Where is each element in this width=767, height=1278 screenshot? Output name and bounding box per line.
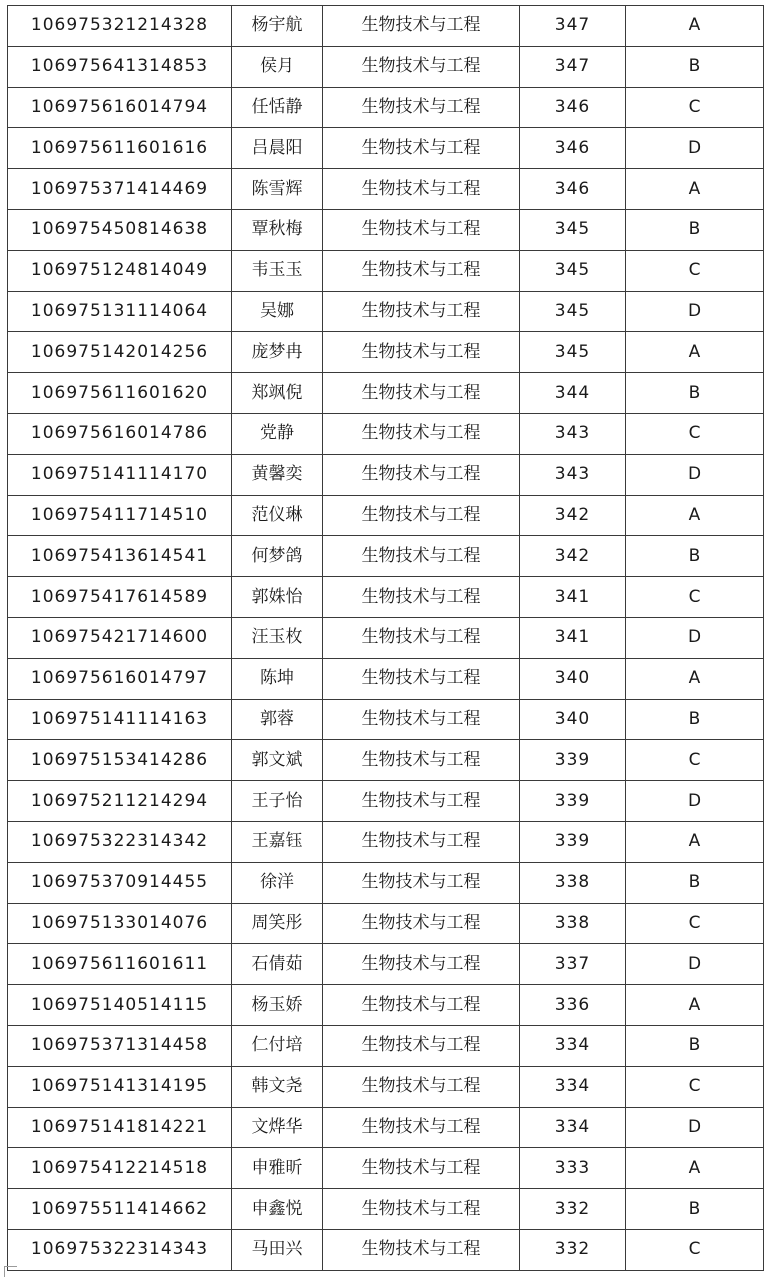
cell-score: 346 [520,128,626,169]
cell-student-name: 郑飒倪 [232,373,323,414]
cell-candidate-id: 106975616014786 [8,413,232,454]
cell-candidate-id: 106975616014794 [8,87,232,128]
cell-student-name: 申雅昕 [232,1148,323,1189]
cell-candidate-id: 106975421714600 [8,617,232,658]
cell-major: 生物技术与工程 [323,1107,520,1148]
cell-group: A [626,495,764,536]
cell-major: 生物技术与工程 [323,821,520,862]
cell-student-name: 文烨华 [232,1107,323,1148]
cell-major: 生物技术与工程 [323,87,520,128]
cell-candidate-id: 106975141314195 [8,1066,232,1107]
table-row [8,1189,764,1230]
cell-candidate-id: 106975211214294 [8,781,232,822]
table-body [8,6,764,1271]
admission-list-table [7,5,764,1271]
cell-student-name: 王子怡 [232,781,323,822]
cell-score: 334 [520,1107,626,1148]
cell-group: B [626,1025,764,1066]
cell-candidate-id: 106975141814221 [8,1107,232,1148]
table-row [8,1025,764,1066]
cell-group: C [626,87,764,128]
cell-student-name: 杨宇航 [232,6,323,47]
cell-major: 生物技术与工程 [323,291,520,332]
cell-student-name: 任恬静 [232,87,323,128]
cell-student-name: 侯月 [232,46,323,87]
cell-group: A [626,985,764,1026]
cell-major: 生物技术与工程 [323,332,520,373]
cell-major: 生物技术与工程 [323,1229,520,1270]
cell-student-name: 陈坤 [232,658,323,699]
cell-group: A [626,658,764,699]
cell-score: 336 [520,985,626,1026]
cell-group: A [626,6,764,47]
table-row [8,536,764,577]
cell-major: 生物技术与工程 [323,209,520,250]
table-row [8,658,764,699]
cell-student-name: 仁付培 [232,1025,323,1066]
table-row [8,128,764,169]
cell-candidate-id: 106975611601611 [8,944,232,985]
cell-group: A [626,821,764,862]
cell-group: C [626,1066,764,1107]
cell-major: 生物技术与工程 [323,577,520,618]
table-row [8,821,764,862]
cell-candidate-id: 106975131114064 [8,291,232,332]
cell-score: 346 [520,87,626,128]
cell-group: A [626,1148,764,1189]
cell-candidate-id: 106975321214328 [8,6,232,47]
cell-score: 344 [520,373,626,414]
cell-candidate-id: 106975611601616 [8,128,232,169]
cell-candidate-id: 106975371314458 [8,1025,232,1066]
cell-student-name: 覃秋梅 [232,209,323,250]
cell-group: B [626,1189,764,1230]
table-row [8,1229,764,1270]
cell-candidate-id: 106975611601620 [8,373,232,414]
cell-major: 生物技术与工程 [323,617,520,658]
cell-student-name: 郭文斌 [232,740,323,781]
cell-major: 生物技术与工程 [323,740,520,781]
table-row [8,985,764,1026]
cell-major: 生物技术与工程 [323,1148,520,1189]
cell-group: D [626,944,764,985]
table-row [8,373,764,414]
cell-score: 334 [520,1025,626,1066]
table-row [8,413,764,454]
cell-score: 345 [520,209,626,250]
cell-score: 347 [520,6,626,47]
cell-score: 339 [520,740,626,781]
cell-candidate-id: 106975411714510 [8,495,232,536]
cell-group: C [626,413,764,454]
cell-score: 341 [520,617,626,658]
cell-candidate-id: 106975413614541 [8,536,232,577]
table-row [8,781,764,822]
cell-candidate-id: 106975511414662 [8,1189,232,1230]
cell-score: 332 [520,1229,626,1270]
cell-major: 生物技术与工程 [323,454,520,495]
cell-group: B [626,209,764,250]
cell-major: 生物技术与工程 [323,1189,520,1230]
cell-candidate-id: 106975153414286 [8,740,232,781]
cell-major: 生物技术与工程 [323,46,520,87]
table-row [8,617,764,658]
cell-major: 生物技术与工程 [323,536,520,577]
cell-score: 345 [520,332,626,373]
table-row [8,903,764,944]
table-row [8,740,764,781]
cell-major: 生物技术与工程 [323,413,520,454]
cell-score: 339 [520,821,626,862]
cell-score: 338 [520,903,626,944]
cell-score: 341 [520,577,626,618]
cell-major: 生物技术与工程 [323,169,520,210]
cell-candidate-id: 106975141114170 [8,454,232,495]
cell-candidate-id: 106975641314853 [8,46,232,87]
cell-candidate-id: 106975322314343 [8,1229,232,1270]
cell-student-name: 石倩茹 [232,944,323,985]
cell-student-name: 陈雪辉 [232,169,323,210]
table-row [8,862,764,903]
cell-student-name: 周笑彤 [232,903,323,944]
cell-major: 生物技术与工程 [323,1066,520,1107]
cell-score: 340 [520,699,626,740]
cell-student-name: 黄馨奕 [232,454,323,495]
cell-score: 337 [520,944,626,985]
cell-score: 345 [520,291,626,332]
cell-major: 生物技术与工程 [323,944,520,985]
cell-candidate-id: 106975133014076 [8,903,232,944]
cell-major: 生物技术与工程 [323,658,520,699]
cell-score: 346 [520,169,626,210]
cell-student-name: 党静 [232,413,323,454]
cell-group: D [626,128,764,169]
cell-group: B [626,536,764,577]
cell-score: 332 [520,1189,626,1230]
cell-student-name: 申鑫悦 [232,1189,323,1230]
cell-candidate-id: 106975141114163 [8,699,232,740]
table-row [8,250,764,291]
cell-student-name: 庞梦冉 [232,332,323,373]
cell-major: 生物技术与工程 [323,128,520,169]
cell-student-name: 王嘉钰 [232,821,323,862]
cell-student-name: 郭蓉 [232,699,323,740]
table-row [8,944,764,985]
cell-student-name: 马田兴 [232,1229,323,1270]
cell-candidate-id: 106975370914455 [8,862,232,903]
cell-major: 生物技术与工程 [323,862,520,903]
cell-student-name: 韦玉玉 [232,250,323,291]
cell-major: 生物技术与工程 [323,1025,520,1066]
cell-score: 345 [520,250,626,291]
cell-student-name: 徐洋 [232,862,323,903]
table-row [8,577,764,618]
cell-score: 347 [520,46,626,87]
table-row [8,291,764,332]
cell-student-name: 何梦鸽 [232,536,323,577]
cell-group: C [626,740,764,781]
cell-student-name: 杨玉娇 [232,985,323,1026]
cell-major: 生物技术与工程 [323,781,520,822]
cell-score: 343 [520,413,626,454]
cell-student-name: 汪玉枚 [232,617,323,658]
cell-candidate-id: 106975322314342 [8,821,232,862]
cell-major: 生物技术与工程 [323,903,520,944]
cell-group: C [626,577,764,618]
table-row [8,46,764,87]
cell-candidate-id: 106975450814638 [8,209,232,250]
cell-candidate-id: 106975412214518 [8,1148,232,1189]
cell-candidate-id: 106975371414469 [8,169,232,210]
cell-major: 生物技术与工程 [323,495,520,536]
cell-score: 333 [520,1148,626,1189]
cell-score: 340 [520,658,626,699]
cell-group: B [626,862,764,903]
table-row [8,495,764,536]
cell-candidate-id: 106975616014797 [8,658,232,699]
cell-major: 生物技术与工程 [323,699,520,740]
table-row [8,699,764,740]
table-row [8,332,764,373]
table-row [8,209,764,250]
cell-student-name: 吕晨阳 [232,128,323,169]
cell-group: C [626,250,764,291]
cell-group: C [626,1229,764,1270]
cell-major: 生物技术与工程 [323,6,520,47]
table-row [8,1148,764,1189]
cell-score: 338 [520,862,626,903]
table-row [8,454,764,495]
cell-student-name: 韩文尧 [232,1066,323,1107]
cell-candidate-id: 106975142014256 [8,332,232,373]
cell-major: 生物技术与工程 [323,985,520,1026]
table-row [8,1107,764,1148]
cell-group: B [626,699,764,740]
cell-group: D [626,454,764,495]
cell-group: D [626,617,764,658]
table-row [8,169,764,210]
cell-group: A [626,332,764,373]
cell-group: B [626,46,764,87]
cell-major: 生物技术与工程 [323,373,520,414]
page-corner-mark [4,1266,17,1277]
cell-major: 生物技术与工程 [323,250,520,291]
cell-group: B [626,373,764,414]
table-row [8,87,764,128]
cell-score: 334 [520,1066,626,1107]
cell-group: C [626,903,764,944]
cell-group: D [626,291,764,332]
cell-score: 339 [520,781,626,822]
cell-score: 343 [520,454,626,495]
cell-score: 342 [520,495,626,536]
cell-group: A [626,169,764,210]
cell-student-name: 郭姝怡 [232,577,323,618]
cell-group: D [626,781,764,822]
cell-candidate-id: 106975417614589 [8,577,232,618]
cell-student-name: 吴娜 [232,291,323,332]
cell-candidate-id: 106975124814049 [8,250,232,291]
table-row [8,1066,764,1107]
cell-group: D [626,1107,764,1148]
cell-score: 342 [520,536,626,577]
cell-candidate-id: 106975140514115 [8,985,232,1026]
cell-student-name: 范仪琳 [232,495,323,536]
table-row [8,6,764,47]
